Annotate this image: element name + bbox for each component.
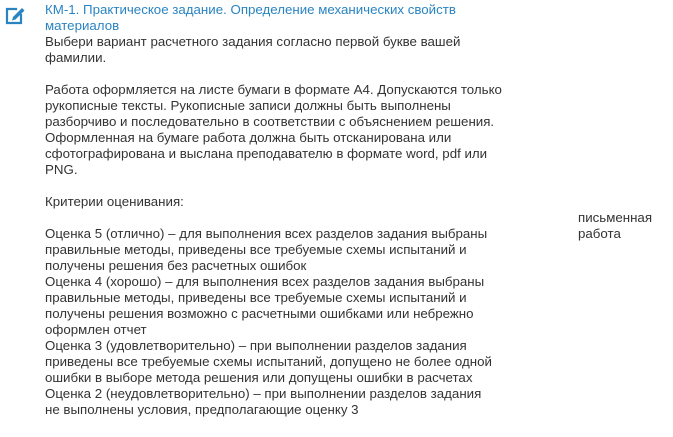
criteria-line: приведены все требуемые схемы испытаний, допущено не более одной xyxy=(45,354,492,369)
description-line: фамилии. xyxy=(45,50,107,65)
description-blank-line xyxy=(45,178,525,194)
description-line: PNG. xyxy=(45,162,78,177)
description-blank-line xyxy=(45,210,525,226)
description-blank-line xyxy=(45,66,525,82)
criteria-line: оформлен отчет xyxy=(45,322,147,337)
criteria-line: Оценка 5 (отлично) – для выполнения всех разделов задания выбраны xyxy=(45,226,488,241)
description-line: Работа оформляется на листе бумаги в формате А4. Допускаются только xyxy=(45,82,502,97)
assignment-title-line-1: КМ-1. Практическое задание. Определение механических свойств xyxy=(45,2,456,17)
criteria-line: получены решения возможно с расчетными ошибками или небрежно xyxy=(45,306,474,321)
criteria-line: ошибки в выборе метода решения или допущены ошибки в расчетах xyxy=(45,370,473,385)
criteria-line: не выполнены условия, предполагающие оценку 3 xyxy=(45,402,359,417)
assignment-title-link[interactable] xyxy=(45,2,525,34)
edit-assignment-icon xyxy=(4,4,26,26)
assignment-title-line-2: материалов xyxy=(45,18,120,33)
description-line: сфотографирована и выслана преподавателю в формате word, pdf или xyxy=(45,146,488,161)
criteria-line: получены решения без расчетных ошибок xyxy=(45,258,307,273)
work-type-line-2: работа xyxy=(578,226,621,241)
assignment-description xyxy=(45,34,525,418)
criteria-heading: Критерии оценивания: xyxy=(45,194,184,209)
work-type-label xyxy=(578,210,668,242)
description-line: Оформленная на бумаге работа должна быть отсканирована или xyxy=(45,130,452,145)
work-type-line-1: письменная xyxy=(578,210,653,225)
description-line: рукописные тексты. Рукописные записи должны быть выполнены xyxy=(45,98,451,113)
criteria-line: правильные методы, приведены все требуемые схемы испытаний и xyxy=(45,242,467,257)
description-line: разборчиво и последовательно в соответствии с объяснением решения. xyxy=(45,114,495,129)
assignment-block xyxy=(45,2,525,418)
criteria-line: Оценка 3 (удовлетворительно) – при выполнении разделов задания xyxy=(45,338,467,353)
criteria-line: Оценка 2 (неудовлетворительно) – при выполнении разделов задания xyxy=(45,386,482,401)
criteria-line: Оценка 4 (хорошо) – для выполнения всех разделов задания выбраны xyxy=(45,274,485,289)
description-line: Выбери вариант расчетного задания согласно первой букве вашей xyxy=(45,34,461,49)
criteria-line: правильные методы, приведены все требуемые схемы испытаний и xyxy=(45,290,467,305)
